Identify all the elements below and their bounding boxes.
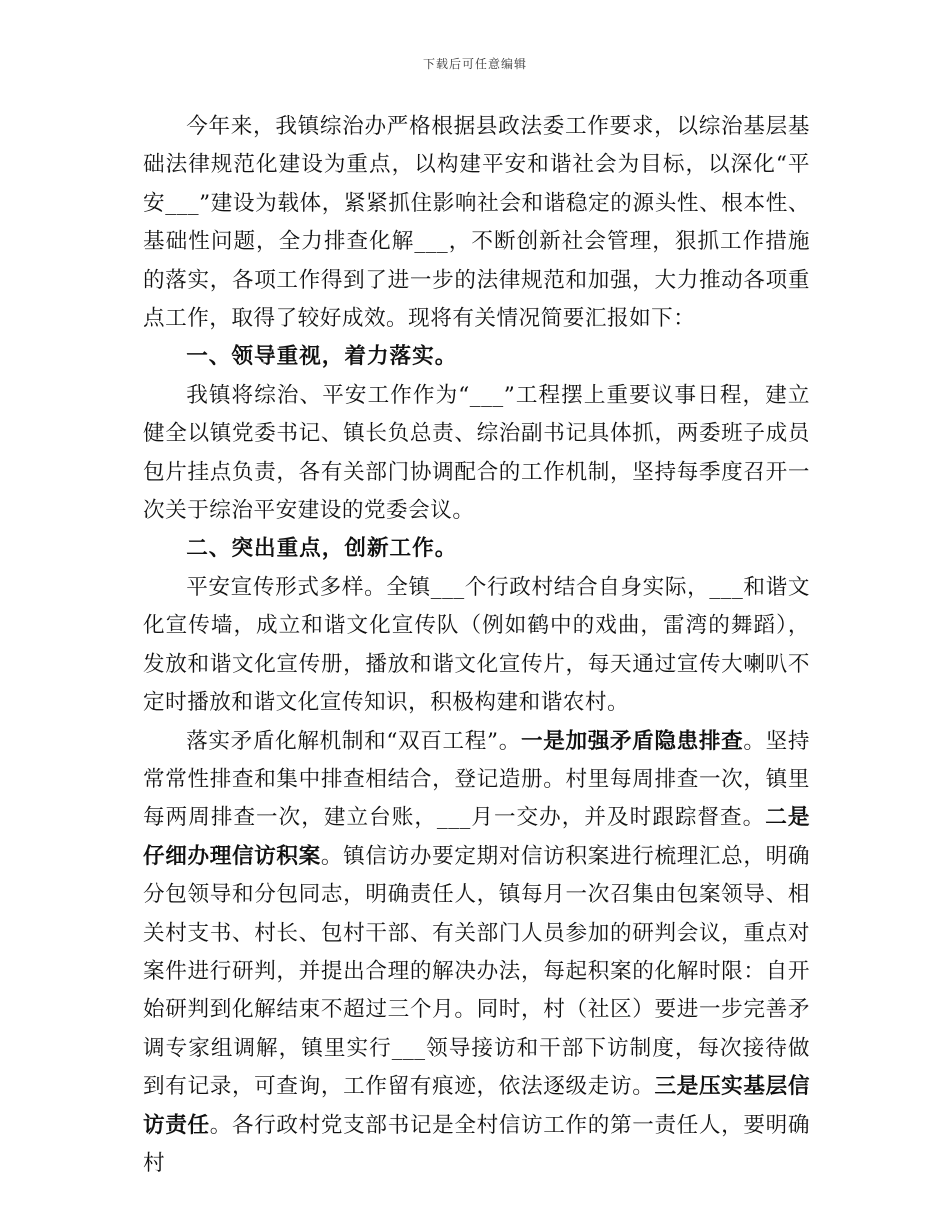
mechanism-text-2: 。坚持常常性排查和集中排查相结合，登记造册。村里每周排查一次，镇里每两周排查一次，建立台账，___月一交办，并及时跟踪督查。 bbox=[143, 728, 810, 831]
point-one-bold: 一是加强矛盾隐患排查 bbox=[520, 728, 744, 754]
mechanism-text-4: 。各行政村党支部书记是全村信访工作的第一责任人，要明确村 bbox=[143, 1112, 810, 1176]
section-heading-2: 二、突出重点，创新工作。 bbox=[186, 536, 458, 562]
section-1-paragraph: 我镇将综治、平安工作作为“___”工程摆上重要议事日程，建立健全以镇党委书记、镇长负总责、综治副书记具体抓，两委班子成员包片挂点负责，各有关部门协调配合的工作机制，坚持每季度召开一次关于综治平安建设的党委会议。 bbox=[143, 382, 810, 524]
point-three-bold: 三是压实基层信访责任 bbox=[143, 1074, 810, 1138]
section-heading-1: 一、领导重视，着力落实。 bbox=[186, 344, 458, 370]
page-header-note: 下载后可任意编辑 bbox=[422, 57, 527, 71]
point-two-bold: 二是仔细办理信访积案 bbox=[143, 805, 810, 869]
section-2-paragraph-publicity: 平安宣传形式多样。全镇___个行政村结合自身实际，___和谐文化宣传墙，成立和谐文化宣传队（例如鹤中的戏曲，雷湾的舞蹈），发放和谐文化宣传册，播放和谐文化宣传片，每天通过宣传大喇叭不定时播放和谐文化宣传知识，积极构建和谐农村。 bbox=[143, 574, 810, 716]
intro-paragraph: 今年来，我镇综治办严格根据县政法委工作要求，以综治基层基础法律规范化建设为重点，以构建平安和谐社会为目标，以深化“平安___”建设为载体，紧紧抓住影响社会和谐稳定的源头性、根本性、基础性问题，全力排查化解___，不断创新社会管理，狠抓工作措施的落实，各项工作得到了进一步的法律规范和加强，大力推动各项重点工作，取得了较好成效。现将有关情况简要汇报如下： bbox=[143, 114, 810, 332]
mechanism-text-1: 落实矛盾化解机制和“双百工程”。 bbox=[186, 728, 521, 754]
mechanism-text-3: 。镇信访办要定期对信访积案进行梳理汇总，明确分包领导和分包同志，明确责任人，镇每月一次召集由包案领导、相关村支书、村长、包村干部、有关部门人员参加的研判会议，重点对案件进行研判，并提出合理的解决办法，每起积案的化解时限：自开始研判到化解结束不超过三个月。同时，村（社区）要进一步完善矛调专家组调解，镇里实行___领导接访和干部下访制度，每次接待做到有记录，可查询，工作留有痕迹，依法逐级走访。 bbox=[143, 843, 810, 1100]
section-2-paragraph-mechanism bbox=[143, 723, 810, 1184]
document-body bbox=[143, 108, 810, 1183]
